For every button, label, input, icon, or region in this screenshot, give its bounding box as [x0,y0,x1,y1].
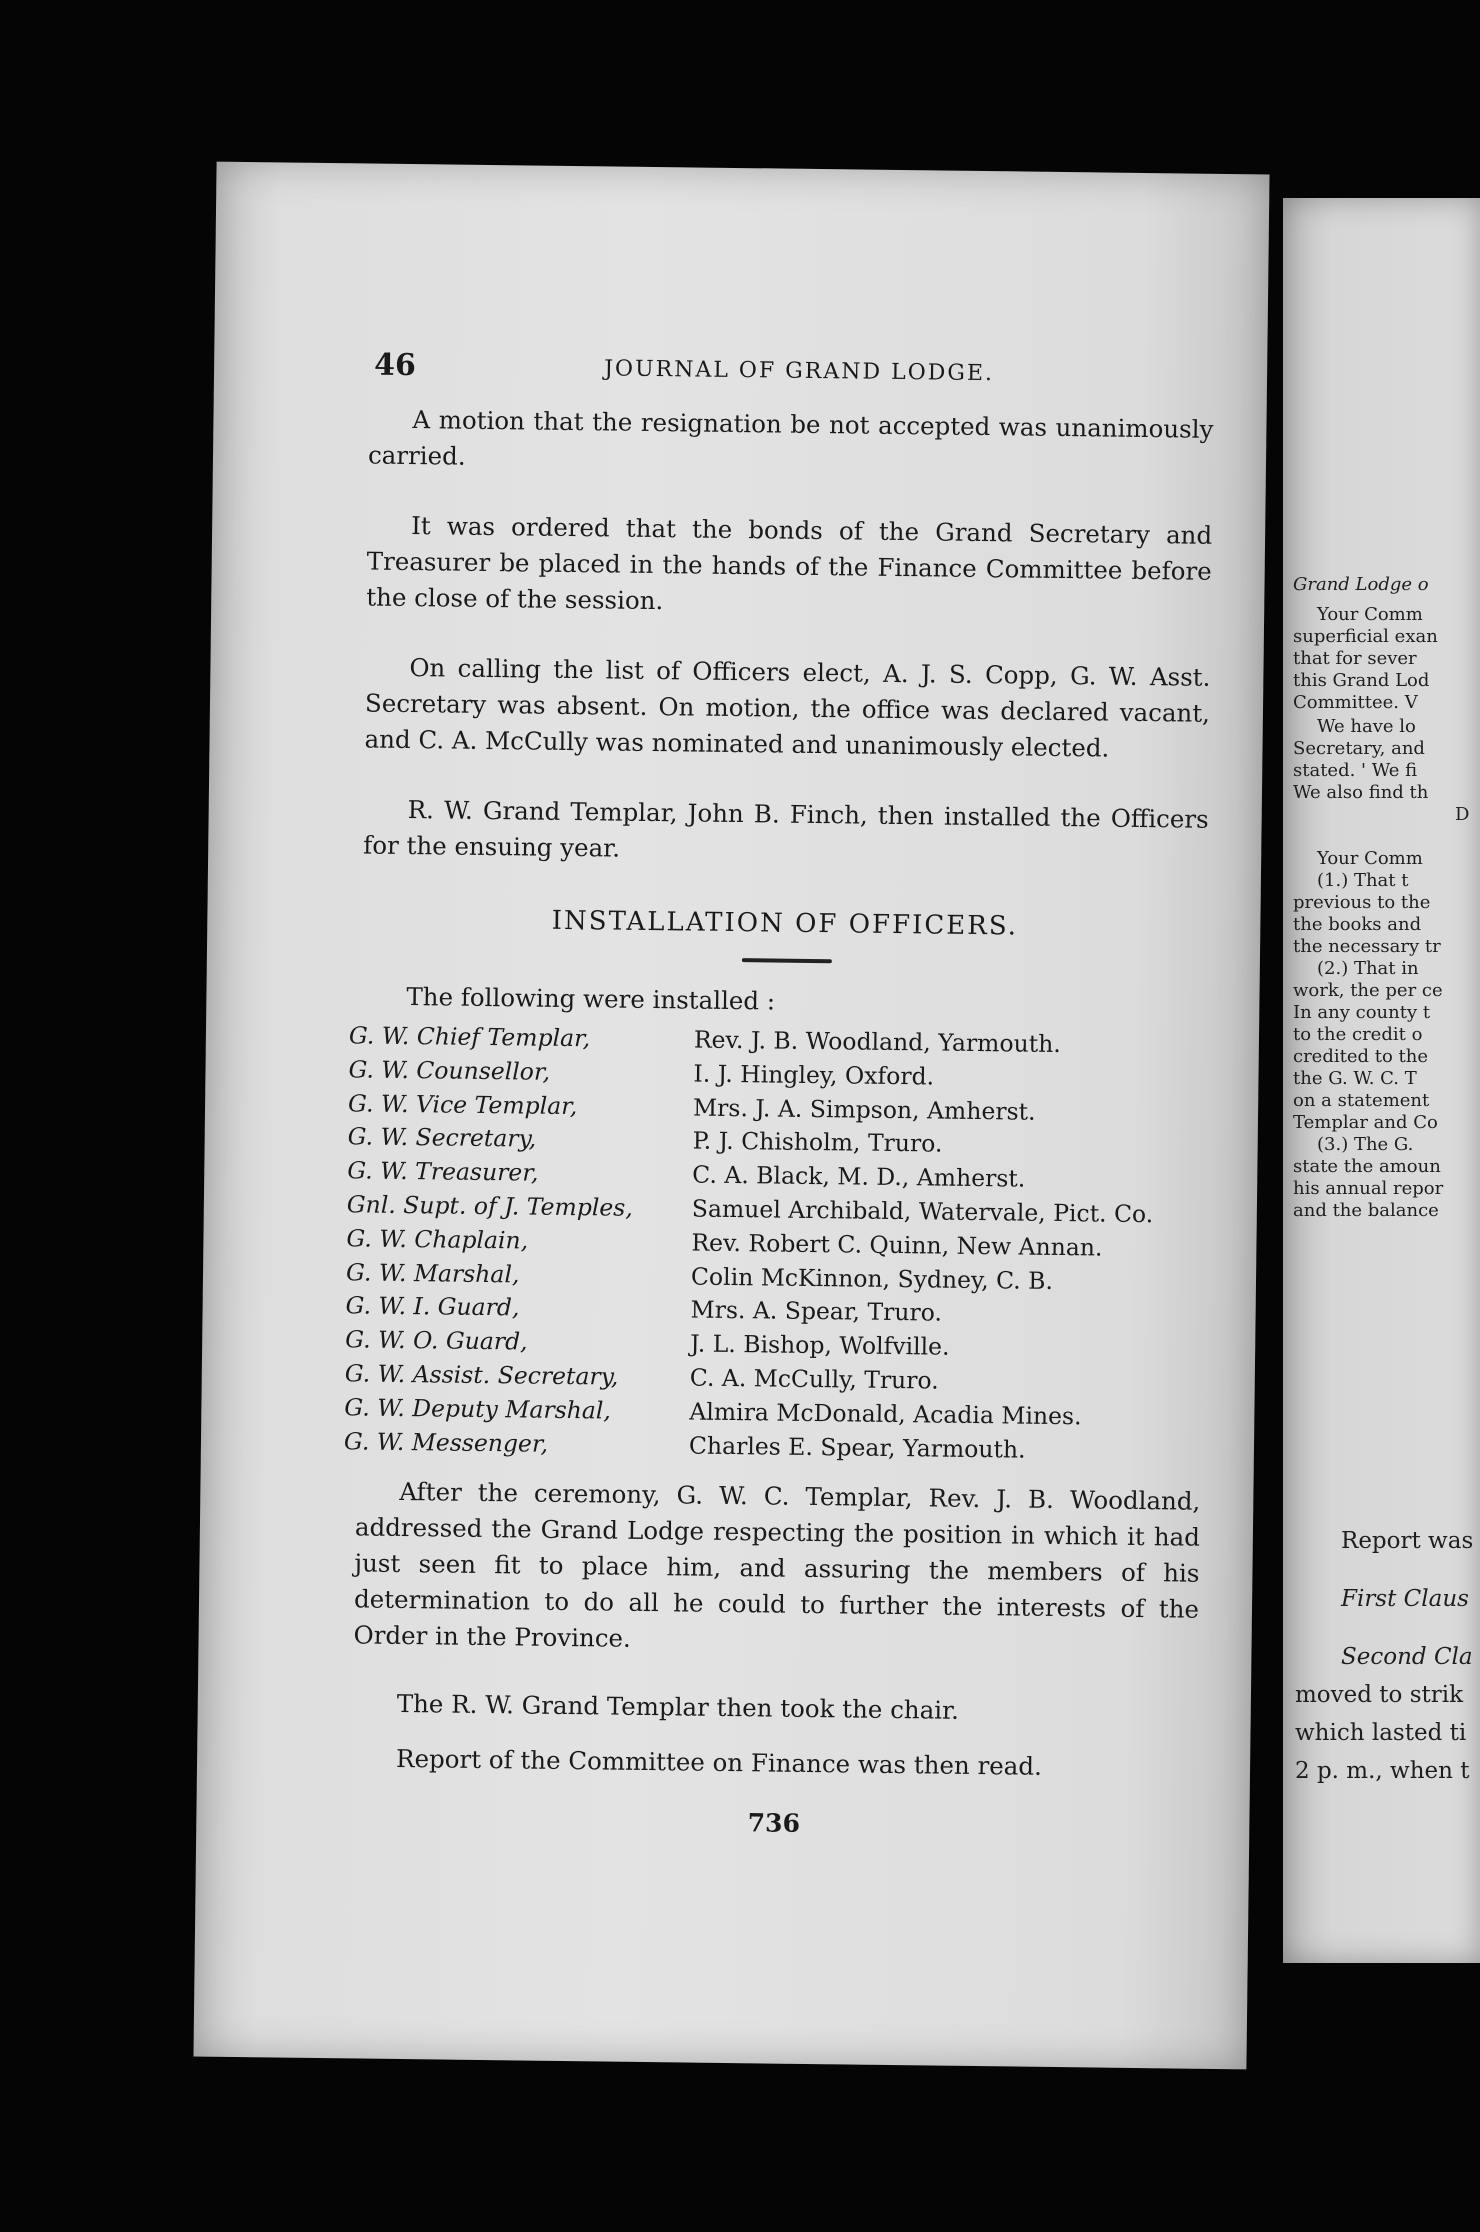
adjacent-page-line: Committee. V [1293,692,1418,713]
adjacent-page-line: superficial exan [1293,626,1438,647]
adjacent-page-line: We have lo [1317,716,1416,737]
adjacent-page-line: which lasted ti [1295,1720,1467,1746]
officer-name: Mrs. J. A. Simpson, Amherst. [692,1093,1036,1126]
adjacent-page-line: moved to strik [1295,1682,1464,1708]
adjacent-page-line: credited to the [1293,1046,1429,1067]
adjacent-page-line: his annual repor [1293,1178,1444,1199]
paragraph-officers-elect: On calling the list of Officers elect, A. J. S. Copp, G. W. Asst. Secretary was absent. On motion, the office was declared vacant, and C. A. McCully was nominated and unanimously elected. [364,653,1211,763]
running-title: JOURNAL OF GRAND LODGE. [604,356,995,387]
adjacent-page-line: Secretary, and [1293,738,1425,759]
officer-title: Gnl. Supt. of J. Temples, [346,1190,633,1222]
installed-intro: The following were installed : [406,982,776,1016]
officer-name: J. L. Bishop, Wolfville. [690,1329,950,1361]
paragraph-after-ceremony: After the ceremony, G. W. C. Templar, Rev. J. B. Woodland, addressed the Grand Lodge respecting the position in which it had just seen fit to place him, and assuring the members of his determination to do all he could to further the interests of the Order in the Province. [353,1476,1201,1653]
adjacent-page-line: (2.) That in [1317,958,1419,979]
officer-name: Mrs. A. Spear, Truro. [690,1295,943,1327]
officer-name: I. J. Hingley, Oxford. [693,1059,935,1091]
section-heading: INSTALLATION OF OFFICERS. [551,905,1019,942]
officer-name: Rev. J. B. Woodland, Yarmouth. [693,1025,1061,1059]
adjacent-page-line: that for sever [1293,648,1417,669]
officer-title: G. W. Marshal, [345,1257,520,1288]
officer-name: C. A. McCully, Truro. [689,1363,939,1395]
officer-name: C. A. Black, M. D., Amherst. [692,1160,1026,1193]
adjacent-page-line: and the balance [1293,1200,1439,1221]
officer-name: P. J. Chisholm, Truro. [692,1126,943,1158]
heading-rule [742,958,832,963]
officer-title: G. W. Vice Templar, [347,1088,578,1120]
officer-name: Samuel Archibald, Watervale, Pict. Co. [691,1194,1154,1229]
adjacent-page-line: the books and [1293,914,1422,935]
adjacent-page-line: 2 p. m., when t [1295,1758,1470,1784]
adjacent-page-line: D [1455,804,1470,825]
adjacent-page-line: Your Comm [1317,604,1423,625]
adjacent-page-line: Report was [1341,1528,1474,1554]
officers-list [344,1019,1229,1469]
journal-page [193,162,1269,2070]
officer-title: G. W. Chief Templar, [348,1021,591,1053]
adjacent-page-line: Templar and Co [1293,1112,1438,1133]
officer-title: G. W. Treasurer, [347,1156,539,1187]
adjacent-page-line: In any county t [1293,1002,1431,1023]
adjacent-page-line: to the credit o [1293,1024,1423,1045]
paragraph-bonds-order: It was ordered that the bonds of the Grand Secretary and Treasurer be placed in the hands of the Finance Committee before the close of the session. [366,511,1213,616]
officer-name: Colin McKinnon, Sydney, C. B. [690,1262,1054,1295]
officer-title: G. W. Assist. Secretary, [344,1359,619,1391]
adjacent-page-line: this Grand Lod [1293,670,1430,691]
adjacent-page-line: First Claus [1341,1586,1469,1612]
adjacent-page [1283,198,1480,1963]
adjacent-page-line: the necessary tr [1293,936,1441,957]
adjacent-page-line: We also find th [1293,782,1429,803]
officer-title: G. W. Secretary, [347,1122,537,1154]
officer-title: G. W. O. Guard, [345,1325,528,1356]
adjacent-page-line: on a statement [1293,1090,1430,1111]
officer-title: G. W. Chaplain, [346,1224,529,1255]
adjacent-page-line: the G. W. C. T [1293,1068,1417,1089]
adjacent-page-line: Your Comm [1317,848,1423,869]
officer-title: G. W. Deputy Marshal, [344,1393,612,1425]
adjacent-page-line: Second Cla [1341,1644,1473,1670]
paragraph-finance-report: Report of the Committee on Finance was then read. [395,1743,1043,1781]
running-head [373,347,1154,389]
officer-title: G. W. Counsellor, [348,1055,551,1086]
adjacent-page-line: work, the per ce [1293,980,1443,1001]
paragraph-resignation-motion: A motion that the resignation be not accepted was unanimously carried. [367,405,1214,471]
officer-name: Charles E. Spear, Yarmouth. [688,1431,1026,1464]
adjacent-page-line: (3.) The G. [1317,1134,1414,1155]
officer-title: G. W. Messenger, [343,1426,549,1458]
officer-name: Almira McDonald, Acadia Mines. [689,1397,1082,1431]
adjacent-page-line: state the amoun [1293,1156,1441,1177]
adjacent-page-line: Grand Lodge o [1293,574,1429,595]
adjacent-page-line: (1.) That t [1317,870,1409,891]
paragraph-installed-by: R. W. Grand Templar, John B. Finch, then installed the Officers for the ensuing year. [363,795,1209,863]
officer-name: Rev. Robert C. Quinn, New Annan. [691,1228,1103,1262]
page-number: 46 [373,347,417,384]
folio-number: 736 [747,1808,801,1838]
adjacent-page-line: stated. ' We fi [1293,760,1418,781]
officer-title: G. W. I. Guard, [345,1291,520,1322]
paragraph-took-chair: The R. W. Grand Templar then took the chair. [396,1688,960,1725]
adjacent-page-line: previous to the [1293,892,1431,913]
